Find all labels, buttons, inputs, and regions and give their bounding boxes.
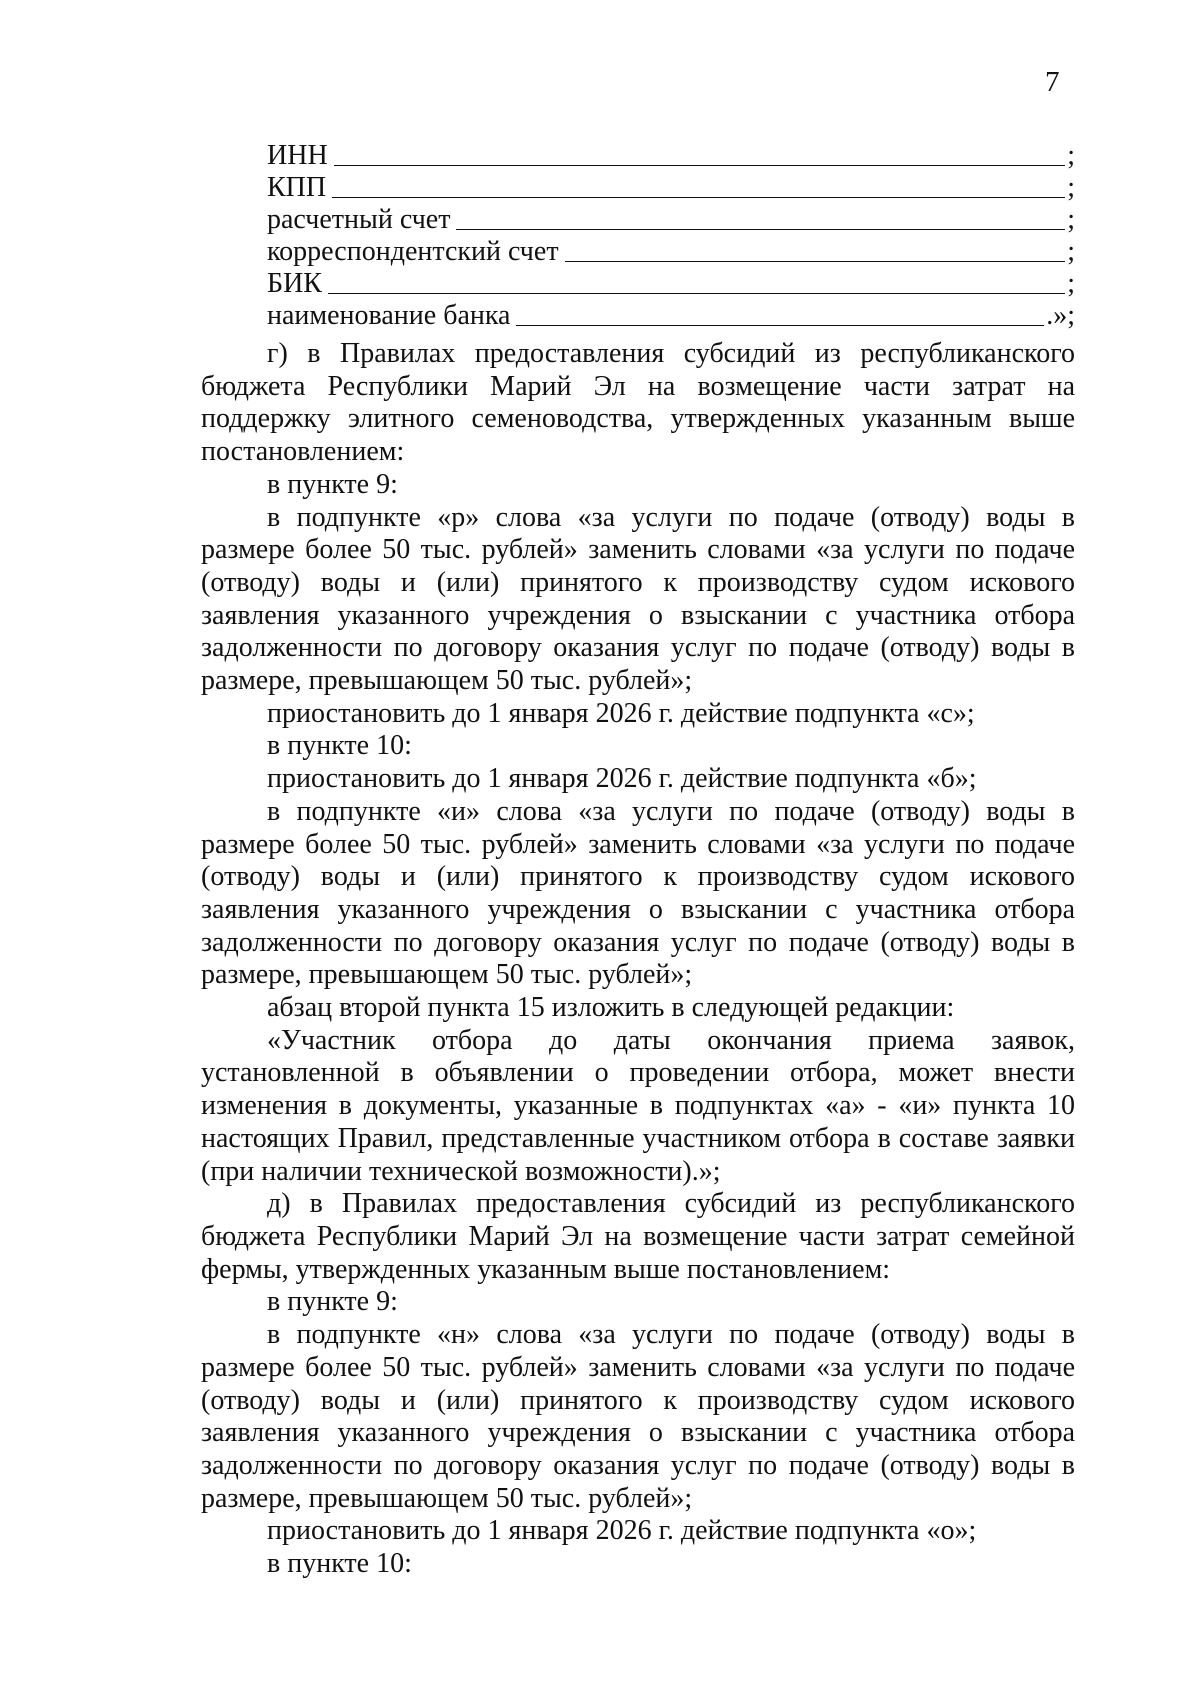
paragraph: в подпункте «и» слова «за услуги по подаче (отводу) воды в размере более 50 тыс. рублей» заменить словами «за услуги по подаче (отводу) воды и (или) принятого к производству судом искового заявления указанного учреждения о взыскании с участника отбора задолженности по договору оказания услуг по подаче (отводу) воды в размере, превышающем 50 тыс. рублей»; xyxy=(201,795,1075,991)
page-number: 7 xyxy=(1045,66,1060,98)
paragraph: в подпункте «р» слова «за услуги по подаче (отводу) воды в размере более 50 тыс. рублей» заменить словами «за услуги по подаче (отводу) воды и (или) принятого к производству судом искового заявления указанного учреждения о взыскании с участника отбора задолженности по договору оказания услуг по подаче (отводу) воды в размере, превышающем 50 тыс. рублей»; xyxy=(201,501,1075,697)
bik-field xyxy=(267,268,1075,300)
settlement-account-label: расчетный счет xyxy=(267,204,451,235)
paragraph: в пункте 9: xyxy=(267,1286,398,1318)
paragraph: приостановить до 1 января 2026 г. действие подпункта «о»; xyxy=(267,1515,977,1547)
settlement-account-field xyxy=(267,204,1075,236)
kpp-label: КПП xyxy=(267,172,327,203)
bik-terminator: ; xyxy=(1067,268,1075,299)
correspondent-account-label: корреспондентский счет xyxy=(267,236,559,267)
paragraph: г) в Правилах предоставления субсидий из республиканского бюджета Республики Марий Эл на возмещение части затрат на поддержку элитного семеноводства, утвержденных указанным выше постановлением: xyxy=(201,338,1075,468)
kpp-terminator: ; xyxy=(1067,172,1075,203)
paragraph: приостановить до 1 января 2026 г. действие подпункта «с»; xyxy=(267,697,975,729)
inn-label: ИНН xyxy=(267,140,328,171)
bank-name-blank-line xyxy=(516,325,1044,326)
paragraph: абзац второй пункта 15 изложить в следующей редакции: xyxy=(267,992,955,1024)
inn-field xyxy=(267,140,1075,172)
paragraph: приостановить до 1 января 2026 г. действие подпункта «б»; xyxy=(267,763,977,795)
bik-label: БИК xyxy=(267,268,322,299)
kpp-field xyxy=(267,172,1075,204)
paragraph: «Участник отбора до даты окончания приема заявок, установленной в объявлении о проведении отбора, может внести изменения в документы, указанные в подпунктах «а» - «и» пункта 10 настоящих Правил, представленные участником отбора в составе заявки (при наличии технической возможности).»; xyxy=(201,1024,1075,1187)
document-body xyxy=(201,338,1075,1581)
paragraph: в пункте 9: xyxy=(267,468,398,500)
bank-name-terminator: .»; xyxy=(1046,300,1075,331)
paragraph: в подпункте «н» слова «за услуги по подаче (отводу) воды в размере более 50 тыс. рублей» заменить словами «за услуги по подаче (отводу) воды и (или) принятого к производству судом искового заявления указанного учреждения о взыскании с участника отбора задолженности по договору оказания услуг по подаче (отводу) воды в размере, превышающем 50 тыс. рублей»; xyxy=(201,1319,1075,1514)
settlement-account-terminator: ; xyxy=(1067,204,1075,235)
kpp-blank-line xyxy=(332,197,1065,198)
bank-requisites-form xyxy=(267,140,1075,332)
correspondent-account-terminator: ; xyxy=(1067,236,1075,267)
correspondent-account-field xyxy=(267,236,1075,268)
correspondent-account-blank-line xyxy=(565,261,1066,262)
bank-name-label: наименование банка xyxy=(267,300,511,331)
paragraph: д) в Правилах предоставления субсидий из республиканского бюджета Республики Марий Эл на возмещение части затрат семейной фермы, утвержденных указанным выше постановлением: xyxy=(201,1188,1075,1285)
settlement-account-blank-line xyxy=(456,229,1065,230)
inn-blank-line xyxy=(334,165,1066,166)
inn-terminator: ; xyxy=(1067,140,1075,171)
paragraph: в пункте 10: xyxy=(267,1548,412,1580)
paragraph: в пункте 10: xyxy=(267,730,412,762)
bank-name-field xyxy=(267,300,1075,332)
bik-blank-line xyxy=(328,293,1065,294)
